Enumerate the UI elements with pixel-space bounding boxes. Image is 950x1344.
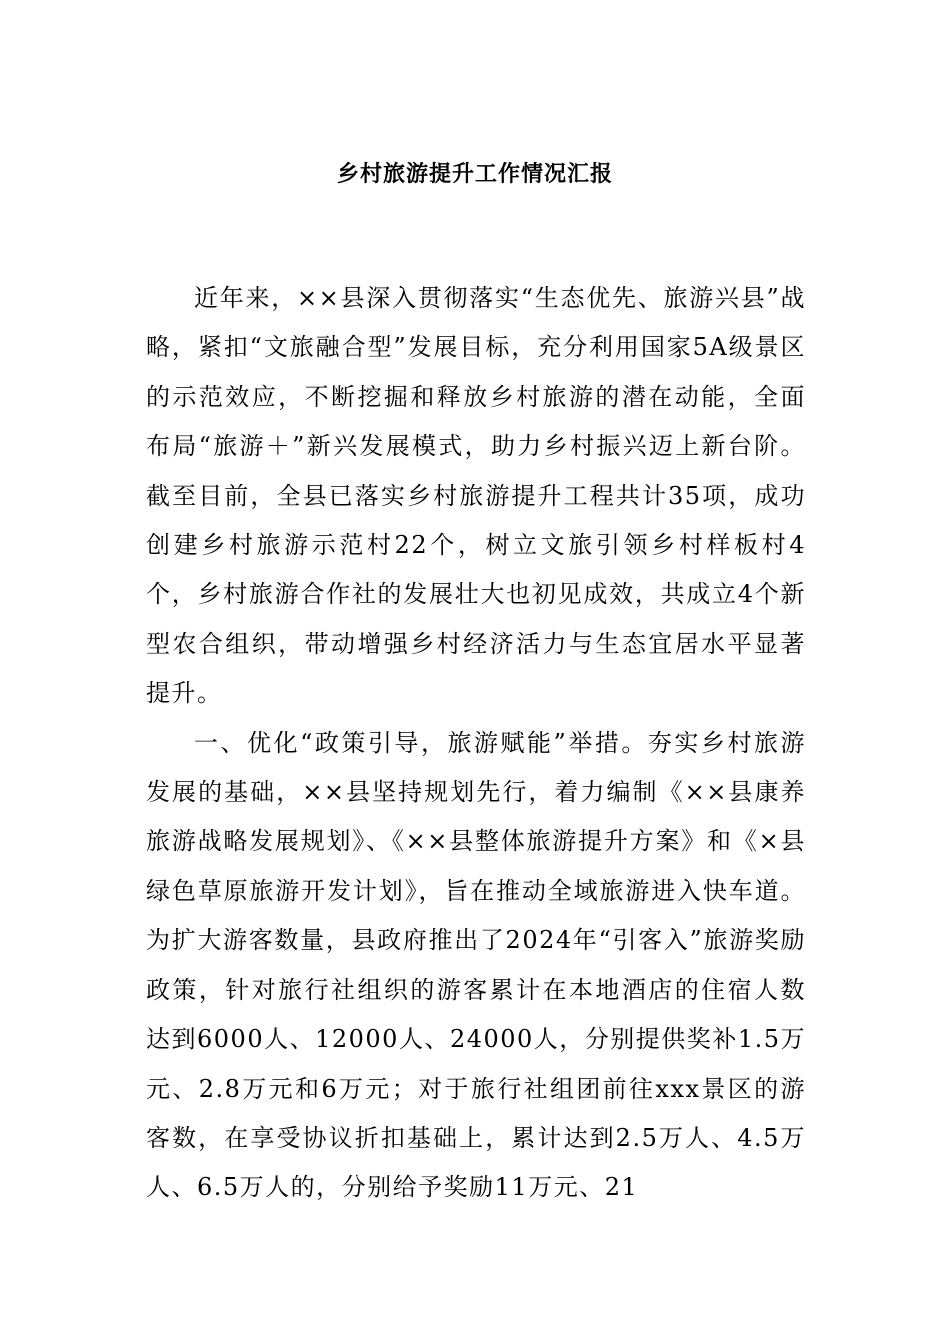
document-body xyxy=(146,274,806,1213)
paragraph-section-one: 一、优化“政策引导，旅游赋能”举措。夯实乡村旅游发展的基础，××县坚持规划先行，着力编制《××县康养旅游战略发展规划》、《××县整体旅游提升方案》和《×县绿色草原旅游开发计划》，旨在推动全域旅游进入快车道。为扩大游客数量，县政府推出了2024年“引客入”旅游奖励政策，针对旅行社组织的游客累计在本地酒店的住宿人数达到6000人、12000人、24000人，分别提供奖补1.5万元、2.8万元和6万元；对于旅行社组团前往xxx景区的游客数，在享受协议折扣基础上，累计达到2.5万人、4.5万人、6.5万人的，分别给予奖励11万元、21 xyxy=(146,728,806,1202)
paragraph-intro: 近年来，××县深入贯彻落实“生态优先、旅游兴县”战略，紧扣“文旅融合型”发展目标，充分利用国家5A级景区的示范效应，不断挖掘和释放乡村旅游的潜在动能，全面布局“旅游＋”新兴发展模式，助力乡村振兴迈上新台阶。截至目前，全县已落实乡村旅游提升工程共计35项，成功创建乡村旅游示范村22个，树立文旅引领乡村样板村4个，乡村旅游合作社的发展壮大也初见成效，共成立4个新型农合组织，带动增强乡村经济活力与生态宜居水平显著提升。 xyxy=(146,284,806,708)
document-title: 乡村旅游提升工作情况汇报 xyxy=(336,162,613,187)
